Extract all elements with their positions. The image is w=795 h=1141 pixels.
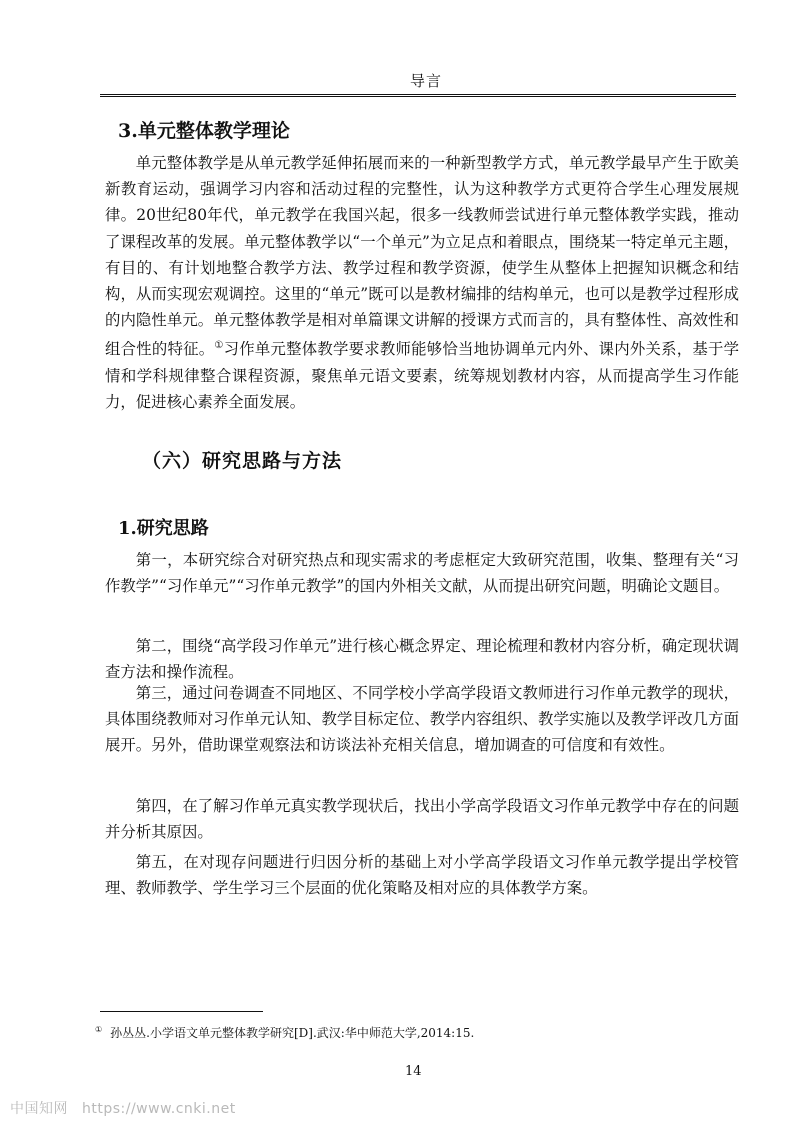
paragraph-text-continued: 习作单元整体教学要求教师能够恰当地协调单元内外、课内外关系，基于学情和学科规律整合课程资源，聚焦单元语文要素，统筹规划教材内容，从而提高学生习作能力，促进核心素养全面发展。 (105, 340, 739, 411)
footnote-reference-mark[interactable]: ① (214, 340, 224, 352)
watermark-brand: 中国知网 (10, 1101, 68, 1117)
footnote-separator (100, 1011, 263, 1012)
page-number: 14 (405, 1064, 422, 1079)
footnote-marker: ① (95, 1025, 103, 1034)
body-paragraph: 第一，本研究综合对研究热点和现实需求的考虑框定大致研究范围，收集、整理有关“习作教学”“习作单元”“习作单元教学”的国内外相关文献，从而提出研究问题，明确论文题目。 (105, 551, 739, 596)
section-heading-research-approach: （六）研究思路与方法 (142, 450, 343, 472)
footnote (95, 1024, 474, 1041)
section-heading-unit-teaching-theory: 3.单元整体教学理论 (118, 120, 290, 142)
running-header-title: 导言 (409, 72, 442, 90)
header-rule (100, 94, 736, 97)
body-paragraph: 第二，围绕“高学段习作单元”进行核心概念界定、理论梳理和教材内容分析，确定现状调查方法和操作流程。 (105, 637, 739, 682)
footnote-text: 孙丛丛.小学语文单元整体教学研究[D].武汉:华中师范大学,2014:15. (110, 1026, 475, 1040)
body-paragraph: 第五，在对现存问题进行归因分析的基础上对小学高学段语文习作单元教学提出学校管理、教师教学、学生学习三个层面的优化策略及相对应的具体教学方案。 (105, 853, 739, 898)
body-paragraph: 第四，在了解习作单元真实教学现状后，找出小学高学段语文习作单元教学中存在的问题并分析其原因。 (105, 797, 739, 842)
body-paragraph (105, 150, 739, 415)
subsection-heading-research-ideas: 1.研究思路 (118, 518, 209, 539)
body-paragraph: 第三，通过问卷调查不同地区、不同学校小学高学段语文教师进行习作单元教学的现状，具体围绕教师对习作单元认知、教学目标定位、教学内容组织、教学实施以及教学评改几方面展开。另外，借助课堂观察法和访谈法补充相关信息，增加调查的可信度和有效性。 (105, 684, 739, 755)
watermark-url: https://www.cnki.net (82, 1101, 236, 1117)
cnki-watermark (10, 1098, 236, 1118)
paragraph-text: 单元整体教学是从单元教学延伸拓展而来的一种新型教学方式，单元教学最早产生于欧美新教育运动，强调学习内容和活动过程的完整性，认为这种教学方式更符合学生心理发展规律。20世纪80年代，单元教学在我国兴起，很多一线教师尝试进行单元整体教学实践，推动了课程改革的发展。单元整体教学以“一个单元”为立足点和着眼点，围绕某一特定单元主题，有目的、有计划地整合教学方法、教学过程和教学资源，使学生从整体上把握知识概念和结构，从而实现宏观调控。这里的“单元”既可以是教材编排的结构单元，也可以是教学过程形成的内隐性单元。单元整体教学是相对单篇课文讲解的授课方式而言的，具有整体性、高效性和组合性的特征。 (105, 154, 739, 359)
